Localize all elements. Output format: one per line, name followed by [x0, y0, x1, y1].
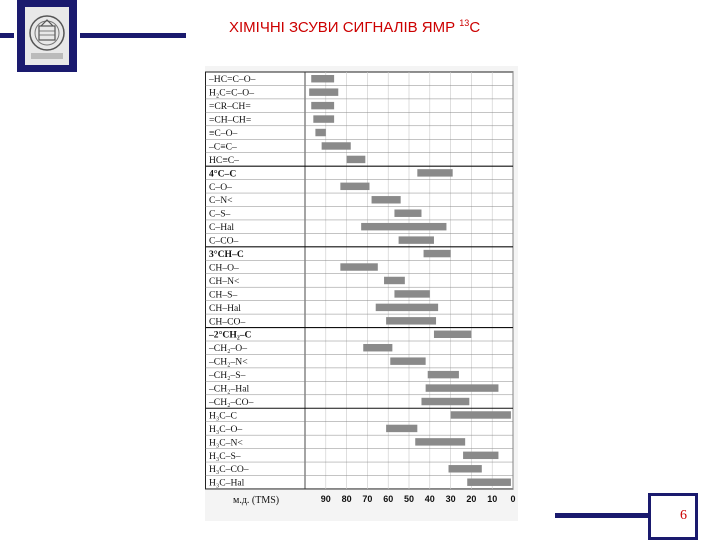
shift-range-bar [386, 425, 417, 432]
title-suffix: С [469, 19, 481, 36]
shift-range-bar [390, 357, 425, 364]
row-label: =CH–CH= [209, 114, 252, 126]
row-label: HC≡C– [209, 154, 239, 166]
row-label: C–CO– [209, 235, 239, 247]
row-label: CH–Hal [209, 302, 241, 314]
shift-range-bar [363, 344, 392, 351]
x-tick-label: 60 [383, 493, 394, 504]
title-superscript: 13 [459, 18, 470, 28]
row-label: –HC=C–O– [209, 74, 256, 86]
shift-range-bar [313, 115, 334, 122]
title-text: ХІМІЧНІ ЗСУВИ СИГНАЛІВ ЯМР [229, 19, 460, 36]
shift-range-bar [434, 331, 471, 338]
row-label: H₃C–O– [209, 423, 243, 435]
shift-range-bar [428, 371, 459, 378]
row-label: H₃C–N< [209, 437, 243, 449]
shift-range-bar [386, 317, 436, 324]
shift-range-bar [463, 452, 498, 459]
row-label: –CH₂–N< [209, 356, 248, 368]
row-label: C–Hal [209, 222, 235, 234]
shift-range-bar [347, 156, 366, 163]
shift-range-bar [424, 250, 451, 257]
x-tick-label: 70 [362, 493, 373, 504]
shift-range-bar [361, 223, 446, 230]
footer-rule [555, 513, 648, 518]
row-label: H₂C=C–O– [209, 87, 255, 99]
shift-range-bar [394, 210, 421, 217]
chemical-shift-table [205, 66, 518, 521]
shift-range-bar [449, 465, 482, 472]
shift-range-bar [311, 102, 334, 109]
shift-range-bar [467, 479, 511, 486]
row-label: –2°CH₂–C [209, 329, 252, 341]
shift-range-bar [417, 169, 452, 176]
row-label: C–N< [209, 195, 233, 207]
row-label: 3°CH–C [209, 249, 244, 260]
shift-range-bar [426, 384, 499, 391]
shift-range-bar [322, 142, 351, 149]
x-tick-label: 50 [403, 493, 415, 504]
row-label: –C≡C– [209, 141, 237, 153]
shift-range-bar [384, 277, 405, 284]
row-label: CH–S– [209, 289, 238, 301]
row-label: =CR–CH= [209, 101, 251, 113]
row-label: C–S– [209, 208, 231, 220]
shift-range-bar [315, 129, 325, 136]
shift-range-bar [421, 398, 469, 405]
row-label: H₃C–C [209, 410, 237, 422]
shift-range-bar [309, 88, 338, 95]
x-tick-label: 90 [320, 493, 331, 504]
shift-range-bar [399, 236, 434, 243]
row-label: –CH₂–O– [209, 343, 247, 355]
row-label: 4°C–C [209, 168, 237, 180]
x-tick-label: 80 [341, 493, 352, 504]
row-label: –CH₂–Hal [209, 383, 250, 395]
shift-range-bar [372, 196, 401, 203]
row-label: H₃C–S– [209, 450, 241, 462]
row-label: –CH₂–S– [209, 370, 246, 382]
row-label: H₃C–Hal [209, 477, 245, 489]
row-label: CH–CO– [209, 316, 246, 328]
row-label: H₃C–CO– [209, 464, 249, 476]
row-label: –CH₂–CO– [209, 396, 254, 408]
x-tick-label: 0 [510, 493, 516, 504]
row-label: CH–O– [209, 262, 239, 274]
axis-unit-label: м.д. (TMS) [233, 494, 280, 506]
x-tick-label: 30 [445, 493, 456, 504]
shift-range-bar [451, 411, 511, 418]
row-label: CH–N< [209, 275, 240, 287]
table-frame [206, 72, 514, 489]
shift-range-bar [311, 75, 334, 82]
x-tick-label: 40 [424, 493, 435, 504]
university-logo [17, 0, 77, 72]
x-tick-label: 10 [487, 493, 498, 504]
shift-range-bar [415, 438, 465, 445]
page-number-box [648, 493, 698, 540]
row-label: ≡C–O– [209, 127, 238, 139]
shift-range-bar [394, 290, 429, 297]
header-rule-left [0, 33, 14, 38]
x-tick-label: 20 [466, 493, 477, 504]
shift-range-bar [340, 263, 377, 270]
shift-range-bar [376, 304, 438, 311]
chemical-shift-chart [205, 66, 518, 521]
row-label: C–O– [209, 181, 232, 193]
page-number: 6 [680, 508, 687, 523]
shift-range-bar [340, 183, 369, 190]
page-title [229, 18, 480, 36]
header-rule-right [80, 33, 186, 38]
